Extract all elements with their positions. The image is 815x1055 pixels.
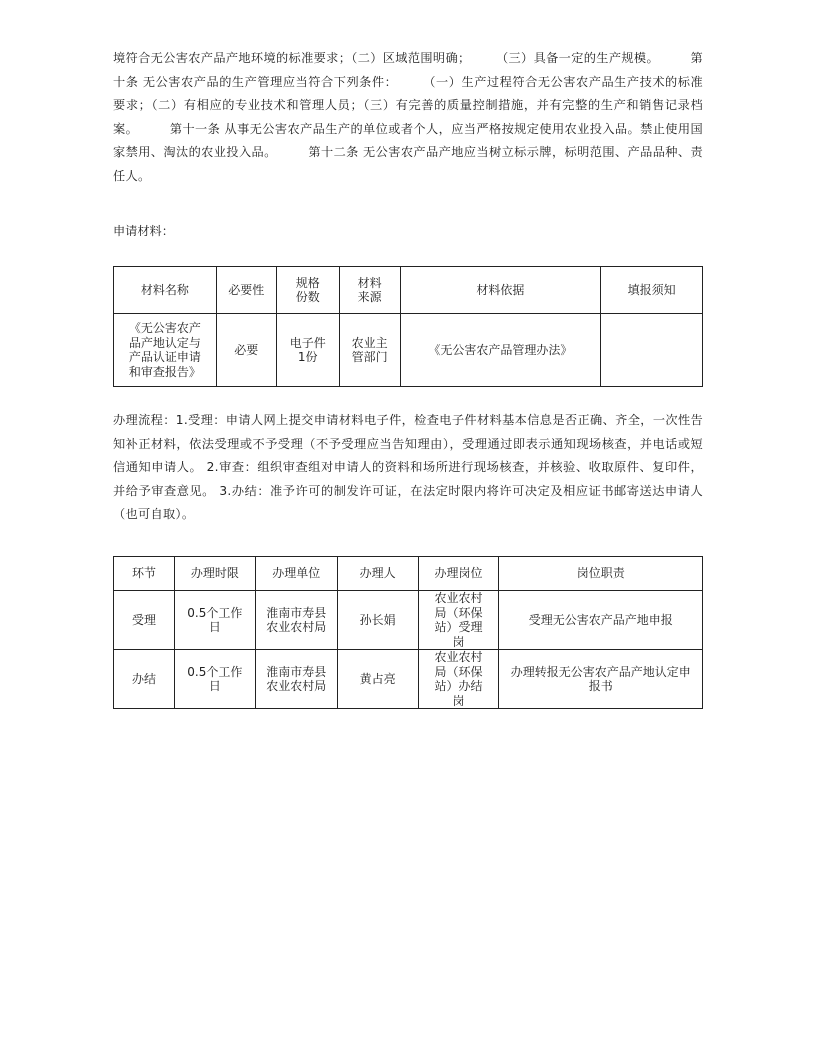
header-cell: 填报须知 (601, 267, 703, 314)
table-cell: 孙长娟 (337, 591, 418, 650)
materials-table-header (114, 267, 703, 314)
header-cell: 办理时限 (174, 557, 255, 591)
header-cell: 办理人 (337, 557, 418, 591)
header-cell: 必要性 (216, 267, 276, 314)
header-cell: 材料名称 (114, 267, 217, 314)
header-cell: 办理单位 (255, 557, 337, 591)
table-cell: 《无公害农产品管理办法》 (400, 314, 601, 387)
table-cell: 必要 (216, 314, 276, 387)
table-cell: 《无公害农产品产地认定与产品认证申请和审查报告》 (114, 314, 217, 387)
materials-label: 申请材料： (113, 224, 174, 238)
table-cell: 淮南市寿县农业农村局 (255, 591, 337, 650)
table-cell: 农业农村局（环保站）受理岗 (418, 591, 499, 650)
process-table (113, 556, 703, 709)
table-cell: 办结 (114, 650, 175, 709)
header-cell: 材料来源 (339, 267, 400, 314)
table-cell: 0.5个工作日 (174, 650, 255, 709)
table-row (114, 314, 703, 387)
table-cell: 0.5个工作日 (174, 591, 255, 650)
table-cell: 受理 (114, 591, 175, 650)
table-cell: 受理无公害农产品产地申报 (499, 591, 703, 650)
process-table-header (114, 557, 703, 591)
table-cell (601, 314, 703, 387)
header-cell: 岗位职责 (499, 557, 703, 591)
header-cell: 规格份数 (276, 267, 339, 314)
process-paragraph: 办理流程：1.受理：申请人网上提交申请材料电子件，检查电子件材料基本信息是否正确、齐全，一次性告知补正材料，依法受理或不予受理（不予受理应当告知理由），受理通过即表示通知现场核查，并电话或短信通知申请人。 2.审查：组织审查组对申请人的资料和场所进行现场核查，并核验、收取原件、复印件，并给予审查意见。 3.办结：准予许可的制发许可证，在法定时限内将许可决定及相应证书邮寄送达申请人（也可自取）。 (113, 413, 703, 522)
regulation-paragraph: 境符合无公害农产品产地环境的标准要求；（二）区域范围明确； （三）具备一定的生产规模。 第十条 无公害农产品的生产管理应当符合下列条件： （一）生产过程符合无公害农产品生产技术的标准要求；（二）有相应的专业技术和管理人员；（三）有完善的质量控制措施，并有完整的生产和销售记录档案。 第十一条 从事无公害农产品生产的单位或者个人，应当严格按规定使用农业投入品。禁止使用国家禁用、淘汰的农业投入品。 第十二条 无公害农产品产地应当树立标示牌，标明范围、产品品种、责任人。 (113, 51, 703, 183)
table-cell: 黄占亮 (337, 650, 418, 709)
table-cell: 农业主管部门 (339, 314, 400, 387)
header-cell: 环节 (114, 557, 175, 591)
header-cell: 办理岗位 (418, 557, 499, 591)
table-cell: 电子件1份 (276, 314, 339, 387)
table-cell: 淮南市寿县农业农村局 (255, 650, 337, 709)
header-cell: 材料依据 (400, 267, 601, 314)
table-row (114, 650, 703, 709)
materials-table (113, 266, 703, 387)
table-cell: 农业农村局（环保站）办结岗 (418, 650, 499, 709)
table-row (114, 591, 703, 650)
table-cell: 办理转报无公害农产品产地认定申报书 (499, 650, 703, 709)
